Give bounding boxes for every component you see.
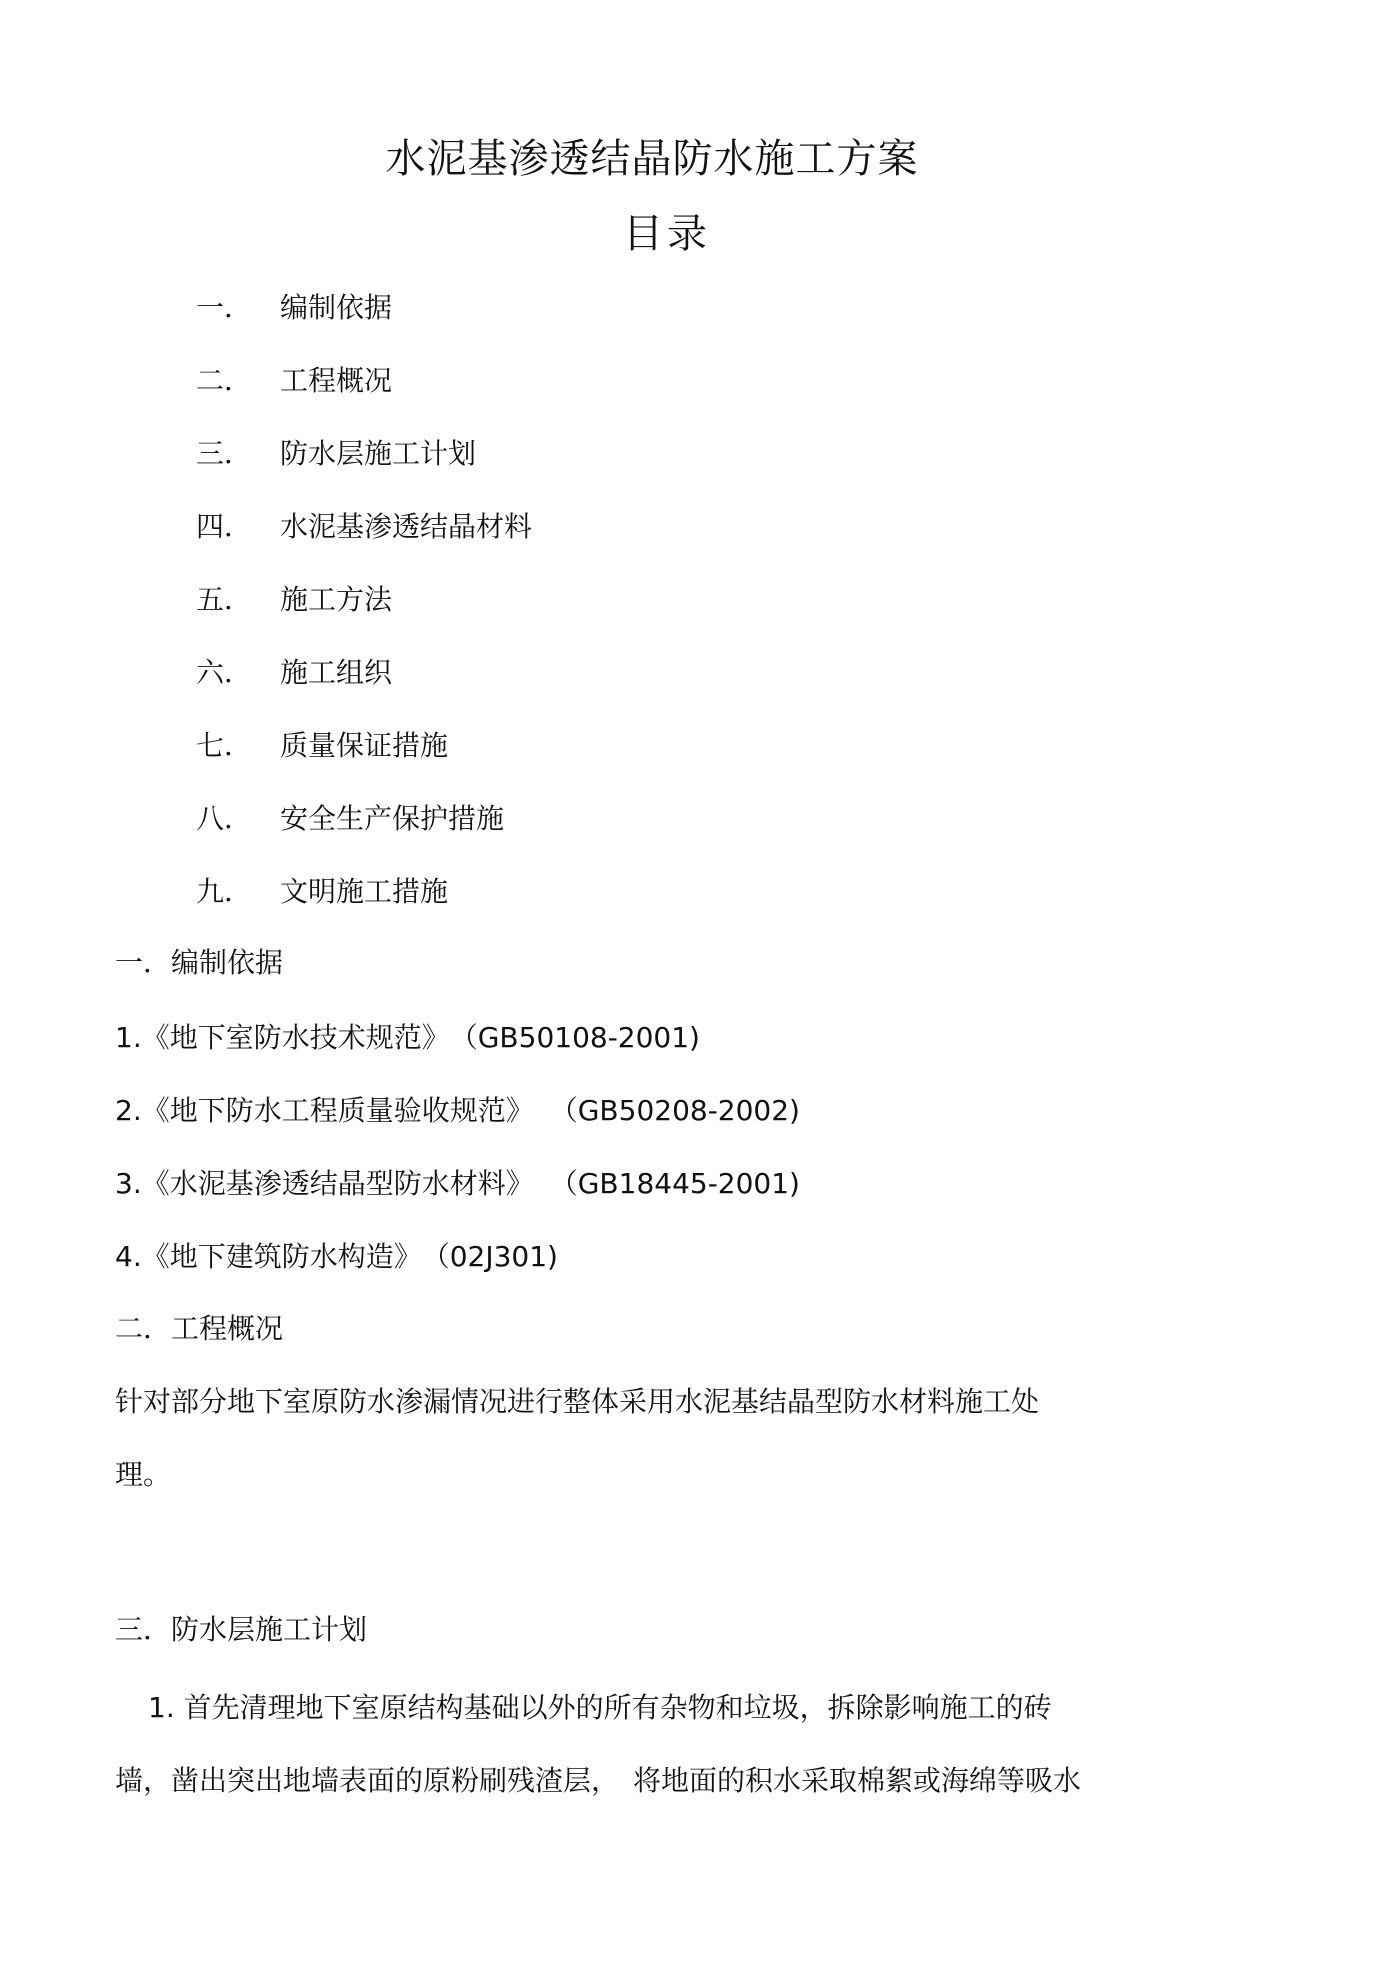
- toc-item-number: 一．: [196, 291, 253, 324]
- reference-item: [115, 1164, 800, 1204]
- reference-item: [115, 1091, 800, 1131]
- reference-code: （GB50208-2002): [563, 1094, 800, 1127]
- section-heading: 三．防水层施工计划: [115, 1613, 368, 1646]
- toc-item-label: 防水层施工计划: [280, 437, 477, 470]
- reference-title: 2.《地下防水工程质量验收规范》: [115, 1094, 534, 1127]
- reference-title: 1.《地下室防水技术规范》: [115, 1021, 450, 1054]
- section-heading: 二．工程概况: [115, 1312, 284, 1345]
- reference-item: [115, 1018, 700, 1058]
- toc-item-label: 水泥基渗透结晶材料: [280, 510, 533, 543]
- toc-item-number: 九．: [196, 875, 253, 908]
- toc-item-number: 三．: [196, 437, 253, 470]
- toc-item-label: 安全生产保护措施: [280, 802, 505, 835]
- paragraph-line: 1. 首先清理地下室原结构基础以外的所有杂物和垃圾，拆除影响施工的砖: [148, 1691, 1052, 1724]
- toc-item-number: 八．: [196, 802, 253, 835]
- toc-item-label: 质量保证措施: [280, 729, 449, 762]
- reference-title: 4.《地下建筑防水构造》: [115, 1240, 422, 1273]
- reference-code: （02J301): [435, 1240, 558, 1273]
- toc-item-number: 二．: [196, 364, 253, 397]
- toc-item-number: 五．: [196, 583, 253, 616]
- toc-item-label: 编制依据: [280, 291, 393, 324]
- reference-item: [115, 1237, 558, 1277]
- toc-item-label: 施工方法: [280, 583, 393, 616]
- toc-item-number: 四．: [196, 510, 253, 543]
- reference-code: （GB50108-2001): [463, 1021, 700, 1054]
- toc-heading: 目录: [623, 211, 711, 257]
- toc-item-label: 施工组织: [280, 656, 393, 689]
- section-heading: 一．编制依据: [115, 946, 284, 979]
- paragraph-line: 理。: [115, 1458, 172, 1491]
- toc-item-label: 工程概况: [280, 364, 393, 397]
- toc-item-label: 文明施工措施: [280, 875, 449, 908]
- paragraph-line: 墙，凿出突出地墙表面的原粉刷残渣层， 将地面的积水采取棉絮或海绵等吸水: [115, 1764, 1082, 1797]
- toc-item-number: 七．: [196, 729, 253, 762]
- toc-item-number: 六．: [196, 656, 253, 689]
- paragraph-line: 针对部分地下室原防水渗漏情况进行整体采用水泥基结晶型防水材料施工处: [115, 1385, 1040, 1418]
- reference-title: 3.《水泥基渗透结晶型防水材料》: [115, 1167, 534, 1200]
- reference-code: （GB18445-2001): [563, 1167, 800, 1200]
- document-title: 水泥基渗透结晶防水施工方案: [385, 136, 919, 182]
